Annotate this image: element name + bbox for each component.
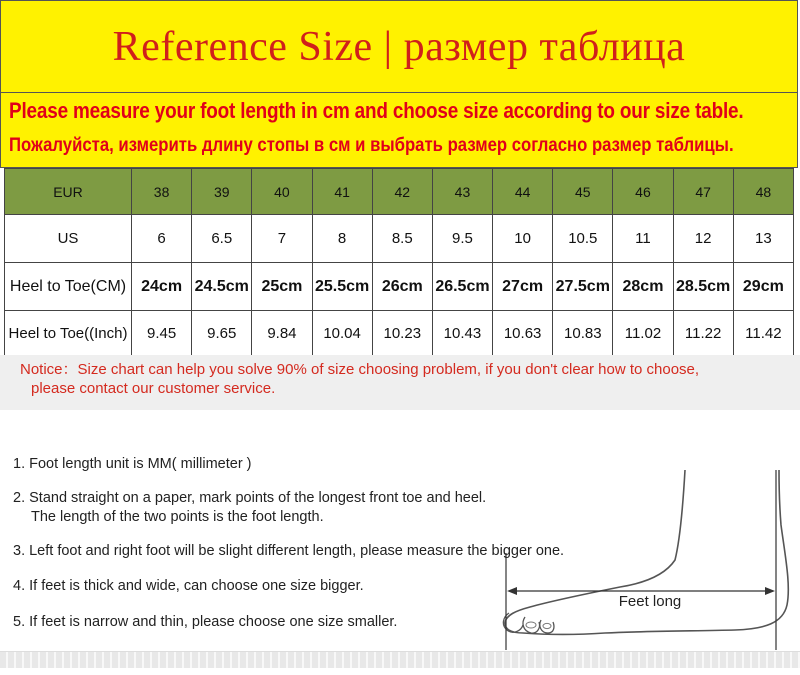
size-cell: 48 <box>733 169 793 215</box>
step-2: 2. Stand straight on a paper, mark points of the longest front toe and heel. <box>13 490 487 506</box>
size-cell: 12 <box>673 215 733 263</box>
size-table <box>4 168 794 357</box>
instruction-russian: Пожалуйста, измерить длину стопы в см и выбрать размер согласно размер таблицы. <box>9 135 734 156</box>
size-cell: 13 <box>733 215 793 263</box>
size-cell: 10.23 <box>372 311 432 357</box>
size-cell: 43 <box>432 169 492 215</box>
step-3: 3. Left foot and right foot will be slight different length, please measure the bigger one. <box>13 543 565 559</box>
size-cell: 10.43 <box>432 311 492 357</box>
cm-row <box>5 263 794 311</box>
size-cell: 24cm <box>132 263 192 311</box>
foot-outline-icon <box>495 465 795 650</box>
size-cell: 9.45 <box>132 311 192 357</box>
row-label: US <box>5 215 132 263</box>
row-label: Heel to Toe(CM) <box>5 263 132 311</box>
size-cell: 39 <box>192 169 252 215</box>
notice-line-2: please contact our customer service. <box>31 380 276 397</box>
us-row <box>5 215 794 263</box>
size-cell: 44 <box>493 169 553 215</box>
size-cell: 25.5cm <box>312 263 372 311</box>
bottom-ruler-strip <box>0 651 800 668</box>
notice-band <box>0 355 800 410</box>
size-cell: 26.5cm <box>432 263 492 311</box>
size-cell: 10.04 <box>312 311 372 357</box>
instruction-english: Please measure your foot length in cm and choose size according to our size table. <box>9 98 744 123</box>
size-cell: 9.5 <box>432 215 492 263</box>
notice-line-1: Notice：Size chart can help you solve 90% of size choosing problem, if you don't clear how to choose, <box>20 361 700 378</box>
step-4: 4. If feet is thick and wide, can choose one size bigger. <box>13 578 364 594</box>
size-cell: 28.5cm <box>673 263 733 311</box>
size-cell: 27.5cm <box>553 263 613 311</box>
step-5: 5. If feet is narrow and thin, please choose one size smaller. <box>13 614 398 630</box>
size-cell: 46 <box>613 169 673 215</box>
eur-row <box>5 169 794 215</box>
size-cell: 25cm <box>252 263 312 311</box>
size-cell: 11.42 <box>733 311 793 357</box>
inch-row <box>5 311 794 357</box>
size-cell: 6.5 <box>192 215 252 263</box>
size-cell: 42 <box>372 169 432 215</box>
size-cell: 10.83 <box>553 311 613 357</box>
size-cell: 7 <box>252 215 312 263</box>
size-cell: 11 <box>613 215 673 263</box>
size-cell: 28cm <box>613 263 673 311</box>
size-cell: 6 <box>132 215 192 263</box>
step-1: 1. Foot length unit is MM( millimeter ) <box>13 456 252 472</box>
page-title: Reference Size | размер таблица <box>112 23 686 70</box>
size-cell: 10 <box>493 215 553 263</box>
size-cell: 8.5 <box>372 215 432 263</box>
size-cell: 27cm <box>493 263 553 311</box>
title-band <box>0 0 798 93</box>
size-cell: 9.65 <box>192 311 252 357</box>
feet-long-label: Feet long <box>618 593 682 610</box>
size-cell: 9.84 <box>252 311 312 357</box>
size-cell: 8 <box>312 215 372 263</box>
size-cell: 40 <box>252 169 312 215</box>
size-cell: 11.02 <box>613 311 673 357</box>
size-cell: 10.63 <box>493 311 553 357</box>
row-label: Heel to Toe((Inch) <box>5 311 132 357</box>
size-cell: 10.5 <box>553 215 613 263</box>
size-cell: 38 <box>132 169 192 215</box>
size-cell: 45 <box>553 169 613 215</box>
step-2-continued: The length of the two points is the foot length. <box>31 509 324 525</box>
size-cell: 26cm <box>372 263 432 311</box>
instruction-band <box>0 93 798 168</box>
row-label: EUR <box>5 169 132 215</box>
size-cell: 29cm <box>733 263 793 311</box>
size-cell: 41 <box>312 169 372 215</box>
size-cell: 24.5cm <box>192 263 252 311</box>
size-cell: 47 <box>673 169 733 215</box>
size-cell: 11.22 <box>673 311 733 357</box>
